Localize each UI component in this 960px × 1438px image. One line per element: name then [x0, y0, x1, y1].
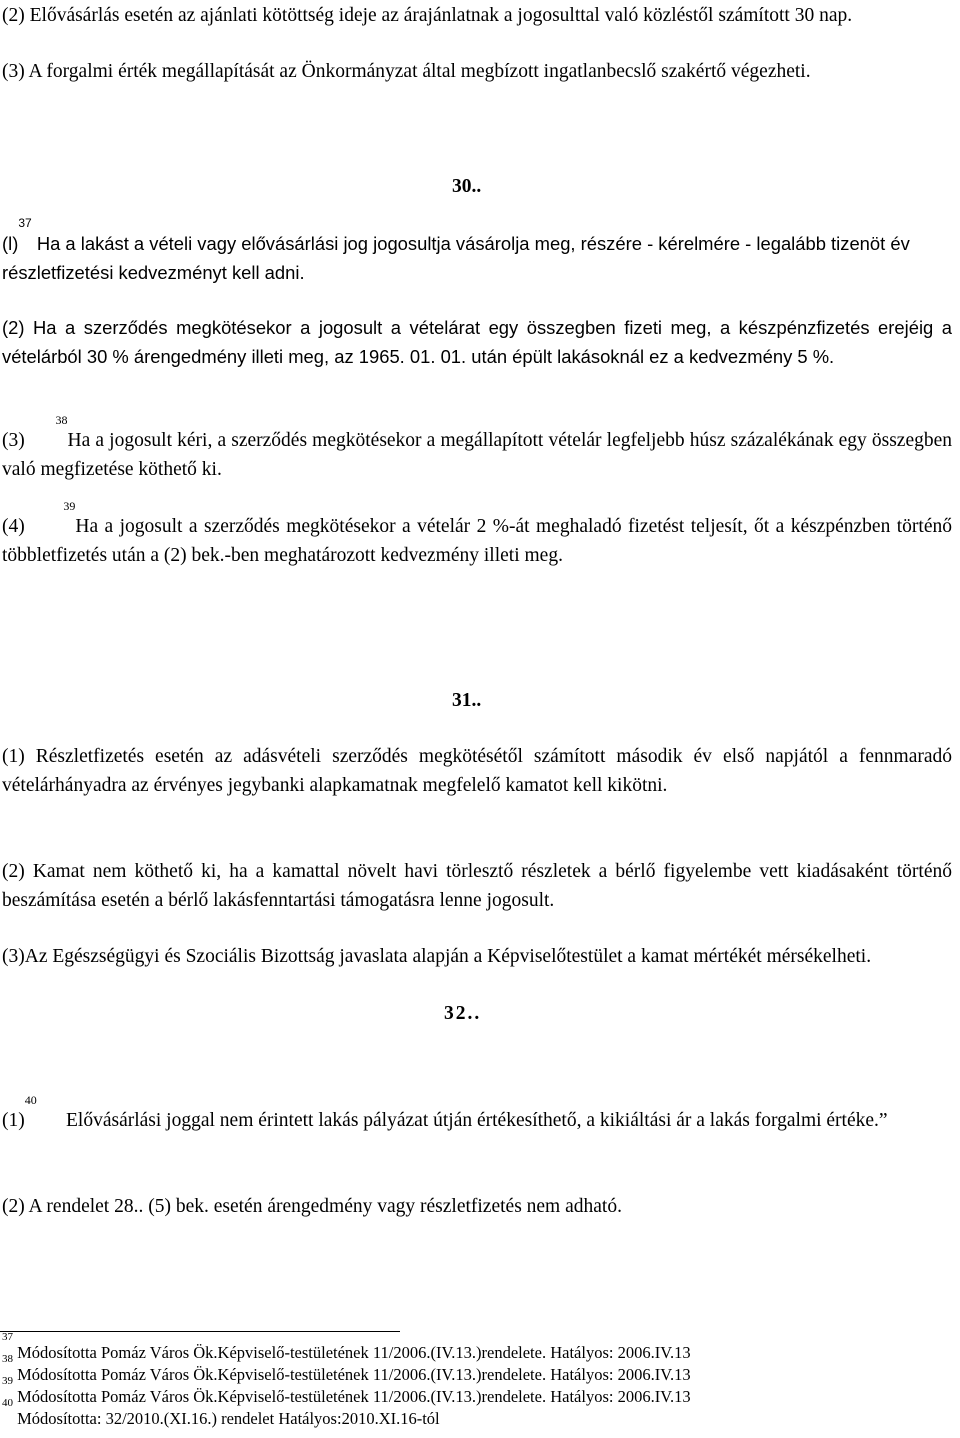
paragraph-31-2: (2) Kamat nem köthető ki, ha a kamattal növelt havi törlesztő részletek a bérlő figyelembe vett kiadásaként történő beszámítása esetén a bérlő lakásfenntartási támogatásra lenne jogosult.	[2, 861, 952, 911]
footnote-text: Módosította Pomáz Város Ök.Képviselő-testületének 11/2006.(IV.13.)rendelete. Hatályos: 2006.IV.13	[17, 1343, 691, 1362]
footnote-number: 39	[2, 1375, 13, 1387]
paragraph-29-2: (2) Elővásárlás esetén az ajánlati kötöttség ideje az árajánlatnak a jogosulttal való közléstől számított 30 nap.	[2, 5, 853, 26]
paragraph-text: Ha a lakást a vételi vagy elővásárlási jog jogosultja vásárolja meg, részére - kérelmére - legalább tizenöt év részletfizetési kedvezményt kell adni.	[2, 233, 910, 283]
section-heading-31: 31..	[452, 690, 482, 711]
footnote-39	[2, 1375, 952, 1408]
footnote-text: Módosította Pomáz Város Ök.Képviselő-testületének 11/2006.(IV.13.)rendelete. Hatályos: 2006.IV.13	[17, 1387, 691, 1406]
paragraph-30-3	[2, 413, 953, 484]
paragraph-32-1	[2, 1093, 960, 1135]
paragraph-30-4	[2, 499, 952, 570]
paragraph-29-3: (3) A forgalmi érték megállapítását az Önkormányzat által megbízott ingatlanbecslő szakértő végezheti.	[2, 61, 811, 82]
paragraph-number: (1)	[2, 1110, 25, 1131]
footnote-ref-38: 38	[55, 413, 68, 427]
footnote-ref-40: 40	[24, 1093, 37, 1107]
paragraph-30-2: (2) Ha a szerződés megkötésekor a jogosult a vételárat egy összegben fizeti meg, a készpénzfizetés erejéig a vételárból 30 % árengedmény illeti meg, az 1965. 01. 01. után épült lakásoknál ez a kedvezmény 5 %.	[2, 317, 952, 367]
paragraph-number: (3)	[2, 430, 25, 451]
footnote-37	[2, 1331, 952, 1364]
footnote-number: 37	[2, 1331, 13, 1343]
paragraph-text: Elővásárlási joggal nem érintett lakás pályázat útján értékesíthető, a kikiáltási ár a lakás forgalmi értéke.”	[66, 1110, 888, 1131]
paragraph-text: Ha a jogosult a szerződés megkötésekor a vételár 2 %-át meghaladó fizetést teljesít, őt a készpénzben történő többletfizetés után a (2) bek.-ben meghatározott kedvezmény illeti meg.	[2, 516, 952, 566]
footnote-number: 38	[2, 1353, 13, 1365]
footnote-40	[2, 1397, 952, 1430]
section-heading-30: 30..	[452, 176, 482, 197]
footnote-ref-37: 37	[18, 216, 32, 230]
paragraph-number: (l)	[2, 233, 19, 254]
footnote-number: 40	[2, 1397, 13, 1409]
footnote-text: Módosította Pomáz Város Ök.Képviselő-testületének 11/2006.(IV.13.)rendelete. Hatályos: 2006.IV.13	[17, 1365, 691, 1384]
footnote-38	[2, 1353, 952, 1386]
section-heading-32: 32..	[444, 1003, 482, 1024]
paragraph-31-1: (1) Részletfizetés esetén az adásvételi szerződés megkötésétől számított második év első napjától a fennmaradó vételárhányadra az érvényes jegybanki alapkamatnak megfelelő kamatot kell kikötni.	[2, 746, 952, 796]
paragraph-text: Ha a jogosult kéri, a szerződés megkötésekor a megállapított vételár legfeljebb húsz százalékának egy összegben való megfizetése köthető ki.	[2, 430, 953, 480]
paragraph-31-3: (3)Az Egészségügyi és Szociális Bizottság javaslata alapján a Képviselőtestület a kamat mértékét mérsékelheti.	[2, 946, 872, 967]
footnote-ref-39: 39	[63, 499, 76, 513]
paragraph-32-2: (2) A rendelet 28.. (5) bek. esetén árengedmény vagy részletfizetés nem adható.	[2, 1196, 622, 1217]
footnote-text: Módosította: 32/2010.(XI.16.) rendelet Hatályos:2010.XI.16-tól	[17, 1409, 440, 1428]
paragraph-30-1	[2, 216, 952, 287]
paragraph-number: (4)	[2, 516, 25, 537]
footnote-separator	[0, 1331, 400, 1332]
